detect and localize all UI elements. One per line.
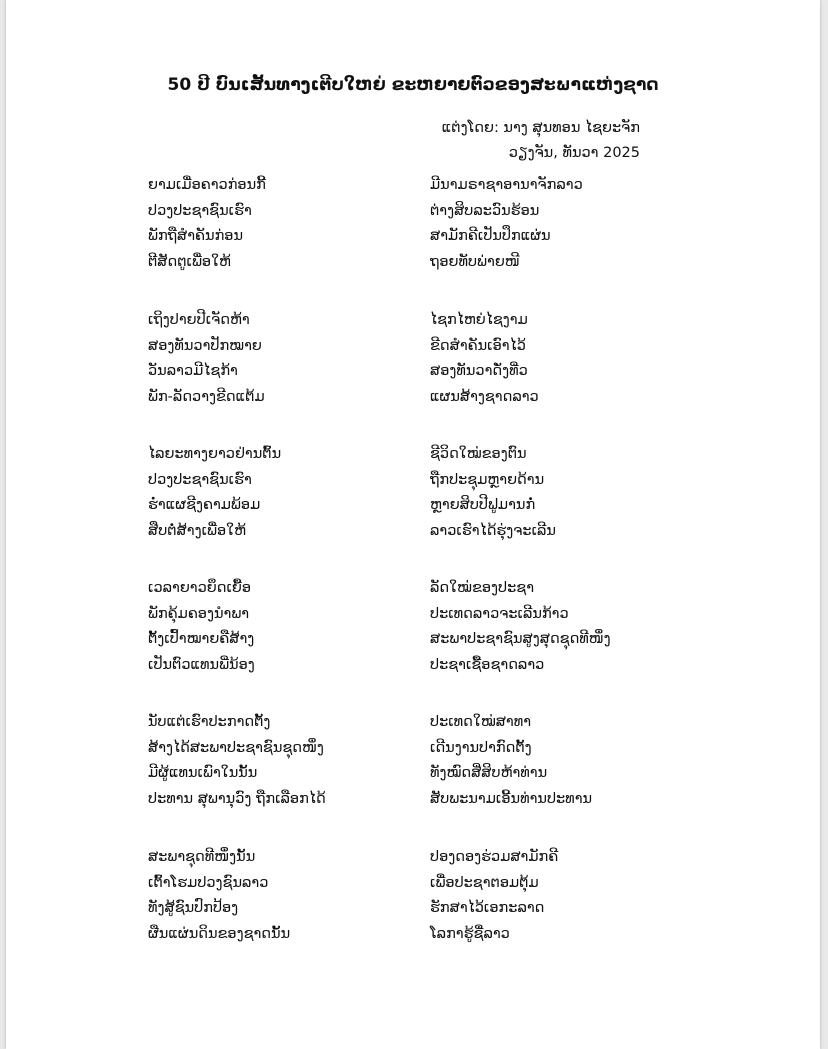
- poem-line: [148, 845, 708, 871]
- line-left: ຮ່ຳແຜຊີງຄາມພ້ອມ: [148, 497, 261, 513]
- line-left: ສະພາຊຸດທີໜຶ່ງນັ້ນ: [148, 849, 256, 865]
- line-right: ປະເທດໃໝ່ສາທາ: [430, 714, 532, 730]
- line-right: ປະຊາເຊື້ອຊາດລາວ: [430, 656, 545, 673]
- line-right: ຂີດສຳຄັນເອົາໄວ້: [430, 337, 526, 354]
- poem-author: ແຕ່ງໂດຍ: ນາງ ສຸນທອນ ໄຊຍະຈັກ: [441, 120, 640, 136]
- poem-line: [148, 250, 708, 276]
- line-right: ເພື່ອປະຊາຕອມຕຸ້ມ: [430, 874, 539, 891]
- poem-line: [148, 710, 708, 736]
- line-right: ສາມັກຄີເປັນປຶກແຜ່ນ: [430, 228, 551, 244]
- line-left: ປະທານ ສຸພານຸວົງ ຖືກເລືອກໄດ້: [148, 790, 326, 807]
- stanza-3: [148, 442, 708, 544]
- line-right: ສອງທັນວາດັ່ງທີ່ວ: [430, 363, 528, 379]
- line-right: ຖອຍທັບພ່າຍໜີ: [430, 253, 520, 270]
- line-right: ສັບພະນາມເອີ້ນທ່ານປະທານ: [430, 790, 593, 807]
- line-left: ສ້າງໄດ້ສະພາປະຊາຊົນຊຸດໜຶ່ງ: [148, 739, 324, 756]
- poem-line: [148, 308, 708, 334]
- poem-line: [148, 922, 708, 948]
- line-left: ຜືນແຜ່ນດິນຂອງຊາດນັ້ນ: [148, 925, 291, 942]
- poem-line: [148, 199, 708, 225]
- line-left: ວັນລາວມີໄຊກ້າ: [148, 363, 238, 379]
- line-left: ເວລາຍາວຍຶດເຍື້ອ: [148, 580, 252, 596]
- stanza-5: [148, 710, 708, 812]
- line-right: ເດີນງານປາກົດຕັ້ງ: [430, 739, 532, 756]
- line-right: ມີນາມຣາຊາອານາຈັກລາວ: [430, 177, 583, 193]
- stanza-2: [148, 308, 708, 410]
- poem-line: [148, 173, 708, 199]
- line-right: ແຜນສ້າງຊາດລາວ: [430, 388, 539, 405]
- line-right: ປອງດອງຮ່ວມສາມັກຄີ: [430, 849, 559, 865]
- stanza-6: [148, 845, 708, 947]
- line-left: ໄລຍະທາງຍາວຢ່ານຕົ້ນ: [148, 446, 282, 462]
- poem-line: [148, 787, 708, 813]
- poem-date: ວຽງຈັນ, ທັນວາ 2025: [508, 145, 640, 161]
- line-left: ເຕົ້າໂຮມປວງຊົນລາວ: [148, 874, 269, 891]
- stanza-1: [148, 173, 708, 275]
- line-right: ສະພາປະຊາຊົນສູງສຸດຊຸດທີໜຶ່ງ: [430, 631, 611, 647]
- poem-line: [148, 468, 708, 494]
- line-right: ລາວເຮົາໄດ້ຮຸ່ງຈະເລີນ: [430, 522, 556, 539]
- line-right: ຖືກປະຊຸມຫຼາຍດ້ານ: [430, 471, 545, 488]
- document-page: [6, 0, 820, 1049]
- line-left: ສືບຕໍ່ສ້າງເພື່ອໃຫ້: [148, 522, 246, 539]
- line-left: ນັບແຕ່ເຮົາປະກາດຕັ້ງ: [148, 714, 271, 730]
- line-left: ເປັນຕົວແທນພີ່ນ້ອງ: [148, 656, 255, 673]
- poem-line: [148, 896, 708, 922]
- poem-line: [148, 653, 708, 679]
- stanza-4: [148, 576, 708, 678]
- line-left: ມີຜູ້ແທນເພົາໃນນັ້ນ: [148, 765, 258, 781]
- line-left: ພັກຄຸ້ມຄອງນຳພາ: [148, 605, 250, 622]
- line-right: ທັງໝົດສີ່ສິບຫ້າທ່ານ: [430, 765, 548, 781]
- line-right: ຮັກສາໄວ້ເອກະລາດ: [430, 900, 545, 916]
- line-right: ປະເທດລາວຈະເລີນກ້າວ: [430, 605, 569, 622]
- poem-line: [148, 761, 708, 787]
- line-left: ປວງປະຊາຊົນເຮົາ: [148, 471, 252, 488]
- line-left: ປວງປະຊາຊົນເຮົາ: [148, 202, 252, 219]
- line-left: ສອງທັນວາປັກໝາຍ: [148, 337, 262, 354]
- line-left: ທັງສູ້ຊົນປົກປ້ອງ: [148, 900, 239, 916]
- line-left: ພັກ-ລັດວາງຂີດແຕ້ມ: [148, 388, 265, 405]
- line-left: ເຖິງປາຍປີເຈັດຫ້າ: [148, 312, 250, 328]
- poem-line: [148, 576, 708, 602]
- poem-line: [148, 493, 708, 519]
- line-left: ຍາມເມື່ອຄາວກ່ອນກີ້: [148, 177, 266, 193]
- poem-line: [148, 385, 708, 411]
- line-left: ຕັ້ງເປົ້າໝາຍຄືສ້າງ: [148, 631, 255, 647]
- poem-line: [148, 442, 708, 468]
- poem-line: [148, 627, 708, 653]
- poem-line: [148, 871, 708, 897]
- poem-line: [148, 602, 708, 628]
- poem-line: [148, 359, 708, 385]
- line-right: ຊີວິດໃໝ່ຂອງຕົນ: [430, 446, 527, 462]
- line-left: ພັກຖືສຳຄັນກ່ອນ: [148, 228, 244, 244]
- poem-line: [148, 334, 708, 360]
- poem-title: 50 ປີ ບົນເສັ້ນທາງເຕີບໃຫຍ່ ຂະຫຍາຍຕົວຂອງສະພາແຫ່ງຊາດ: [167, 75, 659, 95]
- line-right: ໂລກາຮູ້ຊື່ລາວ: [430, 925, 510, 942]
- line-left: ຕີສັດຕູເພື່ອໃຫ້: [148, 253, 231, 270]
- poem-line: [148, 736, 708, 762]
- line-right: ລັດໃໝ່ຂອງປະຊາ: [430, 580, 535, 596]
- poem-line: [148, 519, 708, 545]
- line-right: ຕ່າງສິບລະວົນຮ້ອນ: [430, 202, 540, 219]
- poem-line: [148, 224, 708, 250]
- line-right: ຫຼາຍສິບປີຟູມານກໍ່: [430, 497, 536, 513]
- line-right: ໄຊກໄຫຍ່ໄຊງາມ: [430, 312, 528, 328]
